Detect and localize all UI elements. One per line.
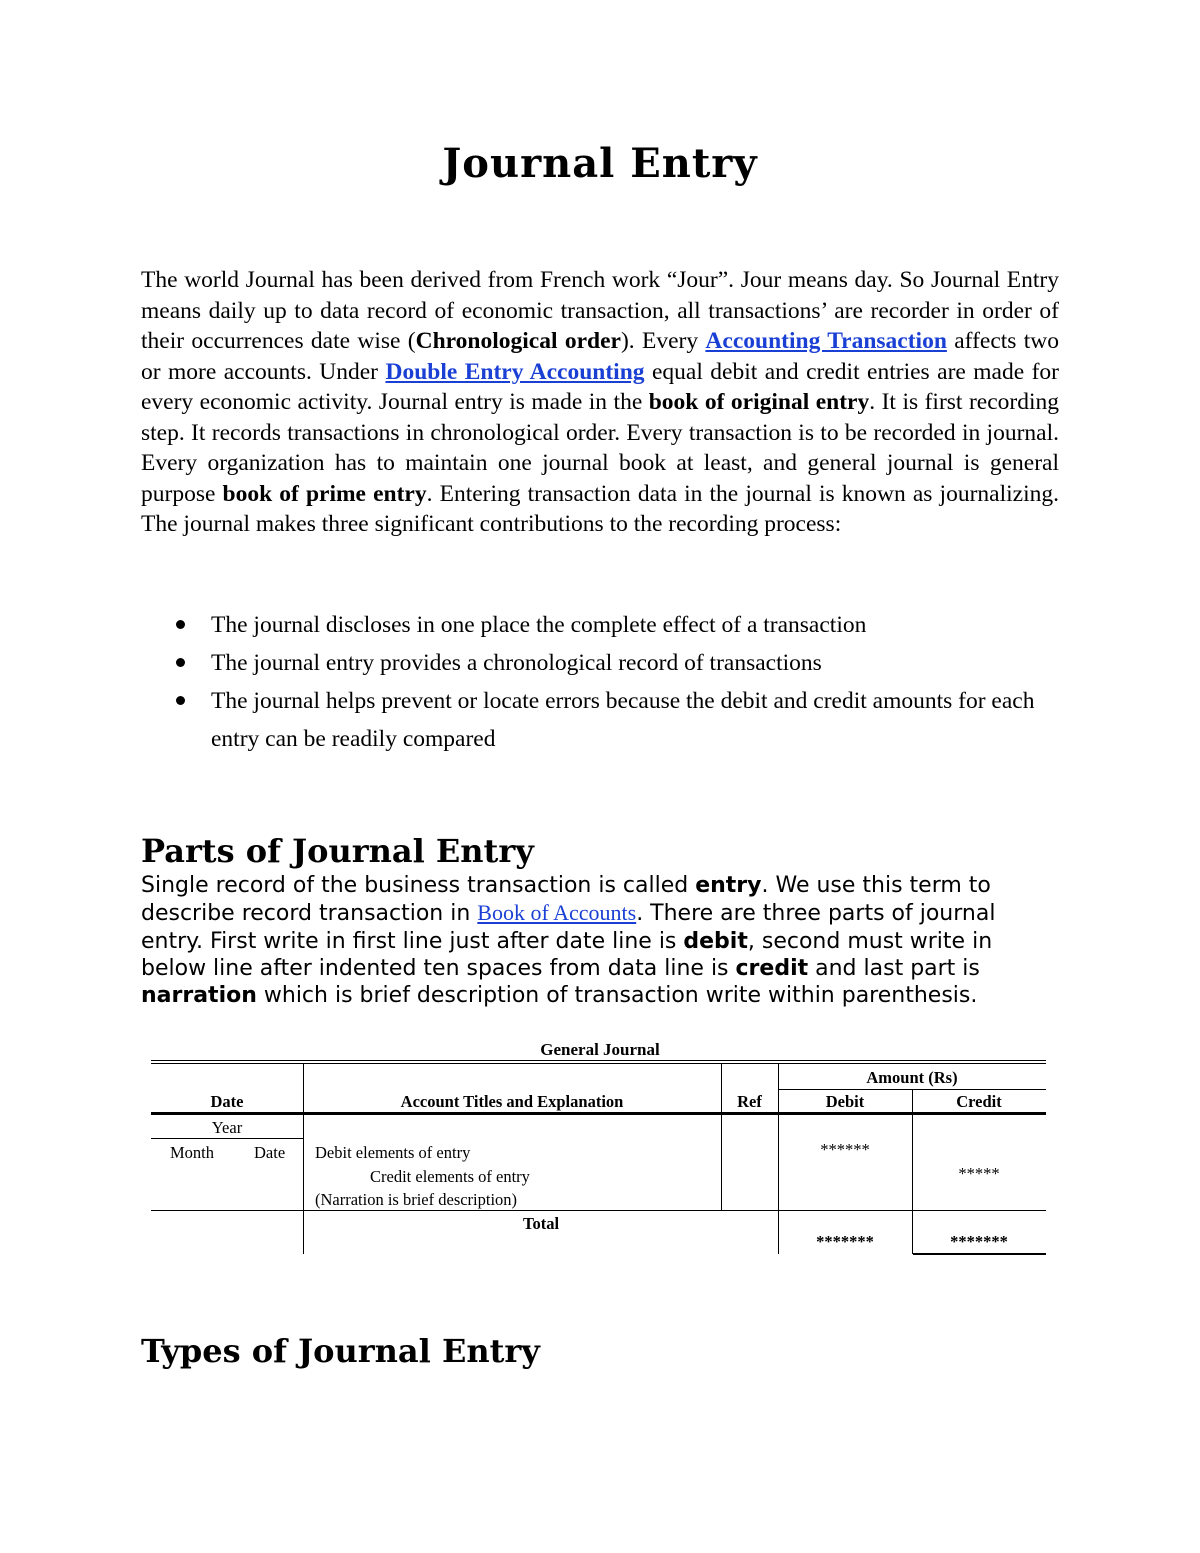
- double-entry-accounting-link[interactable]: Double Entry Accounting: [385, 358, 645, 385]
- list-item: The journal helps prevent or locate errors because the debit and credit amounts for each entry can be readily compared: [141, 682, 1059, 758]
- general-journal-table: [151, 1060, 1046, 1256]
- debit-column-header: Debit: [825, 1092, 865, 1111]
- amount-header: Amount (Rs): [866, 1068, 958, 1087]
- table-rule: [151, 1060, 1046, 1061]
- bullet-icon: [176, 620, 185, 629]
- credit-elements-text: Credit elements of entry: [370, 1167, 530, 1186]
- narration-text: (Narration is brief description): [315, 1190, 518, 1209]
- contributions-list: [141, 606, 1059, 758]
- general-journal-title: General Journal: [540, 1040, 660, 1059]
- total-credit-amount: *******: [950, 1232, 1008, 1251]
- credit-column-header: Credit: [956, 1092, 1002, 1111]
- bullet-icon: [176, 696, 185, 705]
- list-item: The journal discloses in one place the complete effect of a transaction: [141, 606, 1059, 644]
- table-rule: [721, 1063, 722, 1210]
- account-column-header: Account Titles and Explanation: [400, 1092, 624, 1111]
- date-column-header: Date: [210, 1092, 244, 1111]
- total-debit-amount: *******: [816, 1232, 874, 1251]
- month-label: Month: [170, 1143, 215, 1162]
- types-heading: Types of Journal Entry: [141, 1332, 540, 1370]
- credit-amount: *****: [958, 1164, 1000, 1183]
- parts-heading: Parts of Journal Entry: [141, 832, 534, 870]
- book-of-accounts-link[interactable]: Book of Accounts: [477, 900, 637, 926]
- table-rule: [151, 1063, 1046, 1064]
- year-label: Year: [211, 1118, 243, 1137]
- bullet-icon: [176, 658, 185, 667]
- table-rule: [913, 1253, 1046, 1255]
- debit-amount: ******: [820, 1140, 870, 1159]
- total-label: Total: [522, 1214, 560, 1233]
- accounting-transaction-link[interactable]: Accounting Transaction: [705, 328, 947, 354]
- debit-elements-text: Debit elements of entry: [315, 1143, 471, 1162]
- date-label: Date: [254, 1143, 286, 1162]
- list-item: The journal entry provides a chronological record of transactions: [141, 644, 1059, 682]
- page-title: Journal Entry: [442, 140, 758, 187]
- ref-column-header: Ref: [737, 1092, 762, 1111]
- intro-paragraph: The world Journal has been derived from French work “Jour”. Jour means day. So Journal Entry means daily up to data record of economic transaction, all transactions’ are recorder in order of their occurrences date wise (Chronological order). Every Accounting Transaction affects two or more accounts. Under Double Entry Accounting equal debit and credit entries are made for every economic activity. Journal entry is made in the book of original entry. It is first recording step. It records transactions in chronological order. Every transaction is to be recorded in journal. Every organization has to maintain one journal book at least, and general journal is general purpose book of prime entry. Entering transaction data in the journal is known as journalizing. The journal makes three significant contributions to the recording process:: [141, 267, 1060, 537]
- parts-paragraph: Single record of the business transaction is called entry. We use this term to describe record transaction in Book of Accounts. There are three parts of journal entry. First write in first line just after date line is debit, second must write in below line after indented ten spaces from data line is credit and last part is narration which is brief description of transaction write within parenthesis.: [141, 873, 996, 1009]
- table-rule: [151, 1138, 303, 1139]
